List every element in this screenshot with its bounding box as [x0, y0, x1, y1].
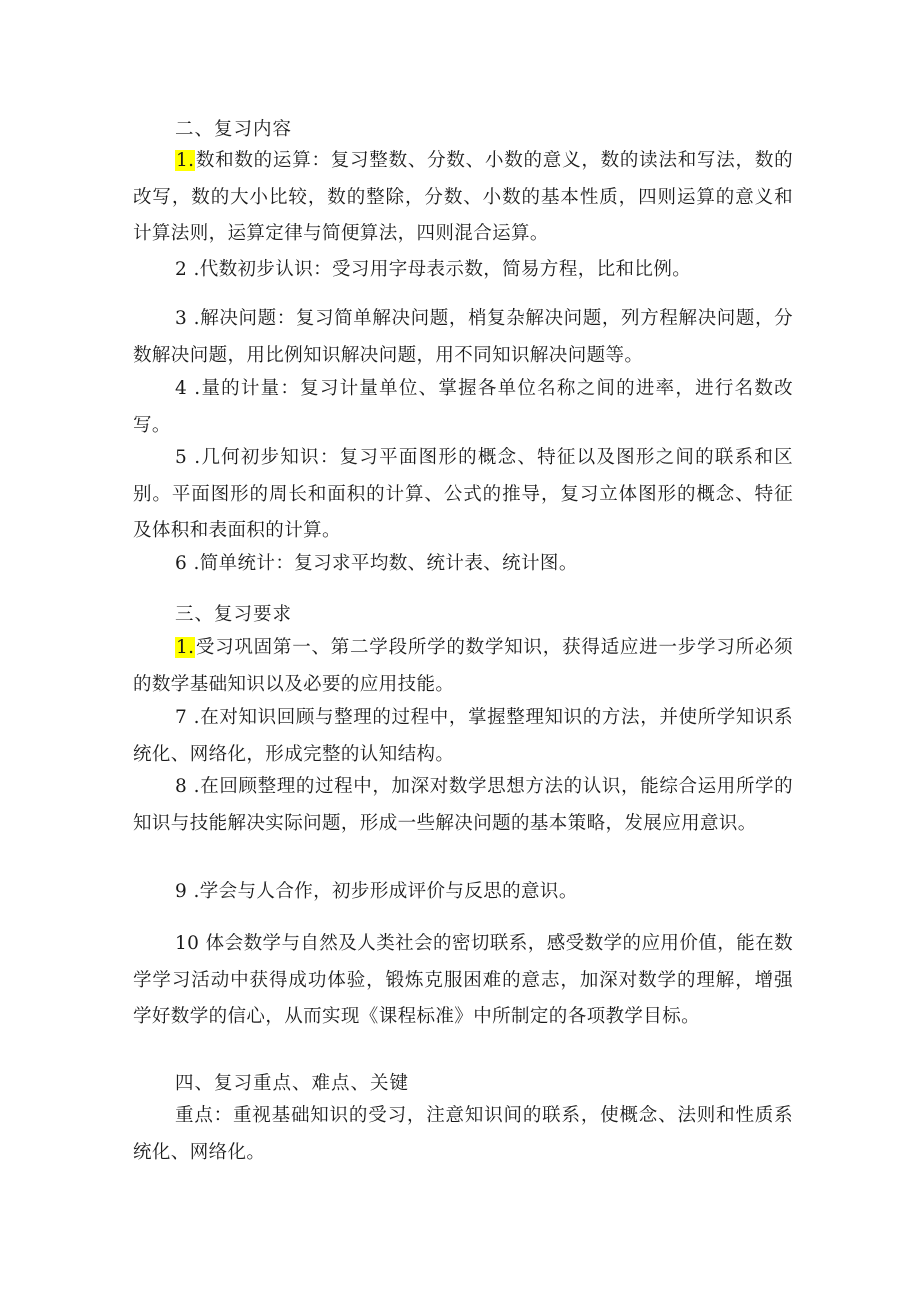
- item-number-highlighted: 1.: [176, 150, 195, 171]
- item-number: 2 .: [175, 259, 200, 280]
- paragraph-review-content-3: [133, 301, 793, 374]
- paragraph-review-requirements-8: [133, 769, 793, 842]
- item-number: 6 .: [175, 553, 200, 574]
- paragraph-review-content-2: [133, 252, 793, 289]
- item-text: 重点：重视基础知识的受习，注意知识间的联系，使概念、法则和性质系统化、网络化。: [133, 1105, 793, 1163]
- section-heading-review-content: 二、复习内容: [175, 119, 293, 140]
- item-number: 8 .: [175, 776, 200, 797]
- item-text: 量的计量：复习计量单位、掌握各单位名称之间的进率，进行名数改写。: [133, 378, 793, 436]
- item-number: 3 .: [175, 308, 200, 329]
- paragraph-review-requirements-9: [133, 874, 793, 911]
- item-text: 在对知识回顾与整理的过程中，掌握整理知识的方法，并使所学知识系统化、网络化，形成完整的认知结构。: [133, 707, 794, 765]
- item-text: 体会数学与自然及人类社会的密切联系，感受数学的应用价值，能在数学学习活动中获得成功体验，锻炼克服困难的意志，加深对数学的理解，增强学好数学的信心，从而实现《课程标准》中所制定的各项教学目标。: [133, 933, 793, 1027]
- item-text: 数和数的运算：复习整数、分数、小数的意义，数的读法和写法，数的改写，数的大小比较，数的整除，分数、小数的基本性质，四则运算的意义和计算法则，运算定律与简便算法，四则混合运算。: [133, 150, 793, 244]
- paragraph-review-content-5: [133, 440, 793, 550]
- item-number: 5 .: [175, 447, 201, 468]
- paragraph-review-content-4: [133, 371, 793, 444]
- item-text: 学会与人合作，初步形成评价与反思的意识。: [199, 881, 578, 902]
- item-number-highlighted: 1.: [176, 637, 195, 658]
- item-text: 在回顾整理的过程中，加深对数学思想方法的认识，能综合运用所学的知识与技能解决实际问题，形成一些解决问题的基本策略，发展应用意识。: [133, 776, 794, 834]
- section-heading-key-points: 四、复习重点、难点、关键: [175, 1073, 410, 1094]
- item-text: 受习巩固第一、第二学段所学的数学知识，获得适应进一步学习所必须的数学基础知识以及必要的应用技能。: [133, 637, 793, 695]
- paragraph-review-requirements-7: [133, 700, 793, 773]
- item-text: 代数初步认识：受习用字母表示数，简易方程，比和比例。: [199, 259, 692, 280]
- item-number: 4 .: [175, 378, 201, 399]
- item-text: 解决问题：复习简单解决问题，梢复杂解决问题，列方程解决问题，分数解决问题，用比例知识解决问题，用不同知识解决问题等。: [133, 308, 794, 366]
- item-number: 10: [175, 933, 206, 954]
- section-heading-review-requirements: 三、复习要求: [175, 604, 293, 625]
- item-number: 9 .: [175, 881, 200, 902]
- item-text: 几何初步知识：复习平面图形的概念、特征以及图形之间的联系和区别。平面图形的周长和面积的计算、公式的推导，复习立体图形的概念、特征及体积和表面积的计算。: [133, 447, 793, 541]
- paragraph-review-content-1: [133, 143, 793, 253]
- paragraph-review-requirements-10: [133, 926, 793, 1036]
- paragraph-review-requirements-1: [133, 630, 793, 703]
- paragraph-review-content-6: [133, 546, 793, 583]
- item-number: 7 .: [175, 707, 200, 728]
- item-text: 简单统计：复习求平均数、统计表、统计图。: [199, 553, 578, 574]
- paragraph-key-points: [133, 1098, 793, 1171]
